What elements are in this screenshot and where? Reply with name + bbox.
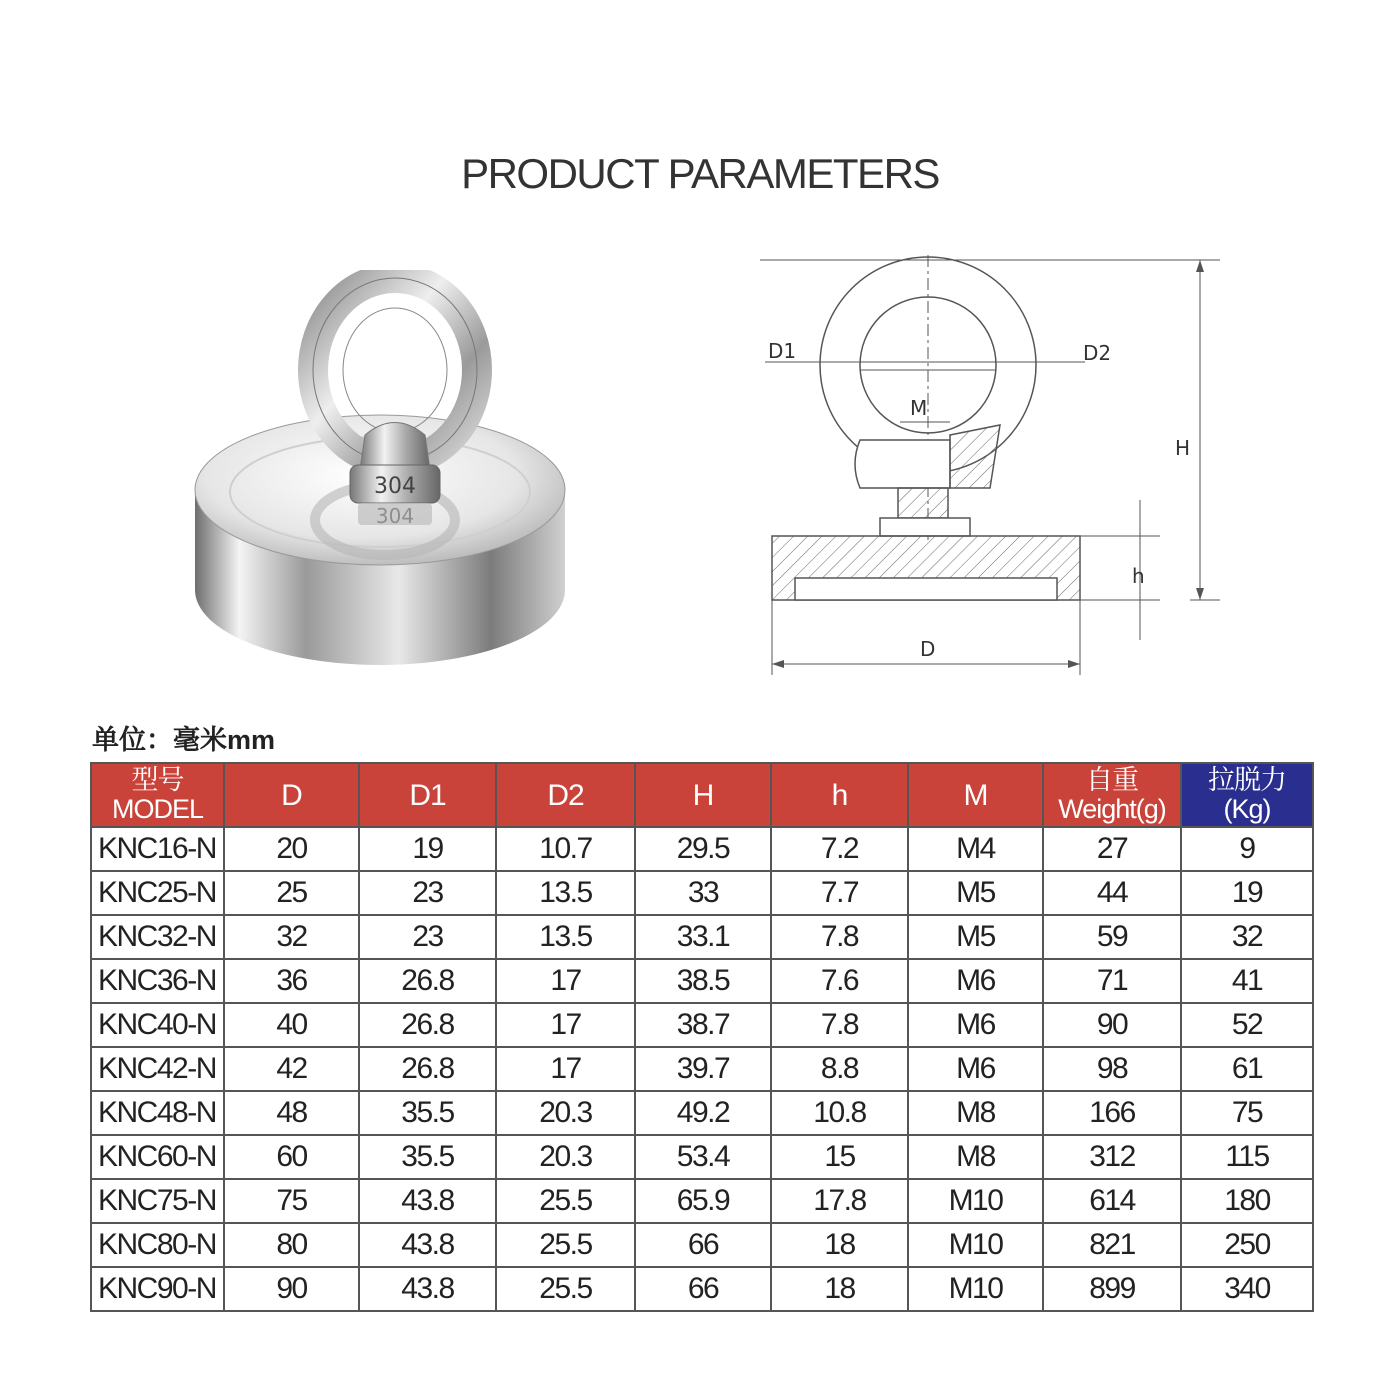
cell-m: M8 — [908, 1135, 1043, 1179]
cell-d: 36 — [224, 959, 359, 1003]
cell-weight: 71 — [1043, 959, 1181, 1003]
cell-pull-force: 115 — [1181, 1135, 1313, 1179]
cell-d1: 23 — [359, 871, 496, 915]
cell-pull-force: 180 — [1181, 1179, 1313, 1223]
stamp-304-text: 304 — [374, 474, 416, 499]
cell-weight: 166 — [1043, 1091, 1181, 1135]
header-d: D — [224, 763, 359, 827]
stamp-304-reflection: 304 — [375, 504, 415, 528]
table-row — [91, 1047, 1313, 1091]
cell-d2: 20.3 — [496, 1135, 635, 1179]
cell-h-base: 7.8 — [771, 1003, 908, 1047]
page-title: PRODUCT PARAMETERS — [461, 150, 939, 197]
cell-weight: 821 — [1043, 1223, 1181, 1267]
cell-m: M5 — [908, 915, 1043, 959]
cell-pull-force: 52 — [1181, 1003, 1313, 1047]
cell-d2: 10.7 — [496, 827, 635, 871]
cell-d2: 17 — [496, 1047, 635, 1091]
table-row — [91, 1135, 1313, 1179]
cell-h-base: 7.6 — [771, 959, 908, 1003]
header-d2: D2 — [496, 763, 635, 827]
header-h-base: h — [771, 763, 908, 827]
cell-d: 42 — [224, 1047, 359, 1091]
cell-model: KNC80-N — [91, 1223, 224, 1267]
cell-d: 60 — [224, 1135, 359, 1179]
cell-h-base: 17.8 — [771, 1179, 908, 1223]
table-header-row — [91, 763, 1313, 827]
cell-model: KNC16-N — [91, 827, 224, 871]
cell-d: 90 — [224, 1267, 359, 1311]
cell-weight: 899 — [1043, 1267, 1181, 1311]
label-h-base: h — [1132, 564, 1145, 588]
cell-model: KNC48-N — [91, 1091, 224, 1135]
cell-h-total: 33.1 — [635, 915, 771, 959]
cell-model: KNC32-N — [91, 915, 224, 959]
cell-h-base: 8.8 — [771, 1047, 908, 1091]
cell-m: M4 — [908, 827, 1043, 871]
cell-d2: 20.3 — [496, 1091, 635, 1135]
cell-d: 48 — [224, 1091, 359, 1135]
cell-d1: 26.8 — [359, 1003, 496, 1047]
cell-model: KNC36-N — [91, 959, 224, 1003]
cell-pull-force: 19 — [1181, 871, 1313, 915]
cell-pull-force: 9 — [1181, 827, 1313, 871]
header-weight: 自重 Weight(g) — [1043, 763, 1181, 827]
header-model: 型号 MODEL — [91, 763, 224, 827]
cell-h-total: 38.5 — [635, 959, 771, 1003]
label-d2: D2 — [1083, 341, 1112, 365]
cell-d1: 35.5 — [359, 1091, 496, 1135]
parameters-table — [90, 762, 1314, 1312]
cell-pull-force: 75 — [1181, 1091, 1313, 1135]
label-d1: D1 — [768, 339, 797, 363]
cell-h-total: 53.4 — [635, 1135, 771, 1179]
cell-m: M10 — [908, 1267, 1043, 1311]
cell-pull-force: 340 — [1181, 1267, 1313, 1311]
cell-model: KNC90-N — [91, 1267, 224, 1311]
cell-d2: 17 — [496, 1003, 635, 1047]
cell-d1: 43.8 — [359, 1267, 496, 1311]
cell-model: KNC42-N — [91, 1047, 224, 1091]
cell-d2: 17 — [496, 959, 635, 1003]
cell-h-base: 7.8 — [771, 915, 908, 959]
cell-d: 75 — [224, 1179, 359, 1223]
cell-model: KNC60-N — [91, 1135, 224, 1179]
cell-d1: 26.8 — [359, 1047, 496, 1091]
cell-m: M6 — [908, 1047, 1043, 1091]
cell-model: KNC75-N — [91, 1179, 224, 1223]
table-row — [91, 827, 1313, 871]
cell-d: 20 — [224, 827, 359, 871]
cell-weight: 59 — [1043, 915, 1181, 959]
cell-d2: 13.5 — [496, 915, 635, 959]
header-h-total: H — [635, 763, 771, 827]
cell-d: 25 — [224, 871, 359, 915]
table-row — [91, 959, 1313, 1003]
table-row — [91, 1223, 1313, 1267]
table-row — [91, 1179, 1313, 1223]
table-row — [91, 871, 1313, 915]
cell-h-base: 15 — [771, 1135, 908, 1179]
cell-weight: 98 — [1043, 1047, 1181, 1091]
cell-m: M8 — [908, 1091, 1043, 1135]
cell-h-total: 66 — [635, 1267, 771, 1311]
table-row — [91, 1003, 1313, 1047]
cell-h-base: 10.8 — [771, 1091, 908, 1135]
cell-h-total: 29.5 — [635, 827, 771, 871]
cell-d2: 13.5 — [496, 871, 635, 915]
cell-pull-force: 61 — [1181, 1047, 1313, 1091]
label-m: M — [910, 396, 928, 420]
cell-h-total: 39.7 — [635, 1047, 771, 1091]
cell-d: 80 — [224, 1223, 359, 1267]
header-m: M — [908, 763, 1043, 827]
technical-drawing — [750, 240, 1250, 700]
cell-weight: 44 — [1043, 871, 1181, 915]
cell-m: M10 — [908, 1223, 1043, 1267]
cell-m: M6 — [908, 1003, 1043, 1047]
header-d1: D1 — [359, 763, 496, 827]
cell-d: 32 — [224, 915, 359, 959]
cell-d1: 23 — [359, 915, 496, 959]
cell-h-base: 18 — [771, 1267, 908, 1311]
cell-h-base: 7.2 — [771, 827, 908, 871]
cell-d1: 43.8 — [359, 1223, 496, 1267]
cell-pull-force: 250 — [1181, 1223, 1313, 1267]
cell-weight: 27 — [1043, 827, 1181, 871]
cell-pull-force: 41 — [1181, 959, 1313, 1003]
cell-model: KNC40-N — [91, 1003, 224, 1047]
cell-d1: 26.8 — [359, 959, 496, 1003]
cell-d2: 25.5 — [496, 1179, 635, 1223]
cell-weight: 614 — [1043, 1179, 1181, 1223]
cell-d2: 25.5 — [496, 1223, 635, 1267]
cell-h-base: 7.7 — [771, 871, 908, 915]
table-row — [91, 915, 1313, 959]
cell-pull-force: 32 — [1181, 915, 1313, 959]
cell-h-base: 18 — [771, 1223, 908, 1267]
cell-m: M6 — [908, 959, 1043, 1003]
cell-m: M5 — [908, 871, 1043, 915]
cell-d2: 25.5 — [496, 1267, 635, 1311]
cell-model: KNC25-N — [91, 871, 224, 915]
cell-h-total: 33 — [635, 871, 771, 915]
cell-h-total: 49.2 — [635, 1091, 771, 1135]
cell-d1: 43.8 — [359, 1179, 496, 1223]
cell-h-total: 66 — [635, 1223, 771, 1267]
magnet-product-photo — [180, 270, 580, 690]
cell-h-total: 38.7 — [635, 1003, 771, 1047]
cell-d1: 35.5 — [359, 1135, 496, 1179]
table-row — [91, 1267, 1313, 1311]
cell-weight: 312 — [1043, 1135, 1181, 1179]
header-pull-force: 拉脱力 (Kg) — [1181, 763, 1313, 827]
cell-h-total: 65.9 — [635, 1179, 771, 1223]
label-d: D — [920, 637, 936, 661]
cell-d: 40 — [224, 1003, 359, 1047]
cell-m: M10 — [908, 1179, 1043, 1223]
table-row — [91, 1091, 1313, 1135]
label-h-total: H — [1175, 436, 1191, 460]
cell-weight: 90 — [1043, 1003, 1181, 1047]
unit-note: 单位：毫米mm — [92, 725, 276, 755]
cell-d1: 19 — [359, 827, 496, 871]
